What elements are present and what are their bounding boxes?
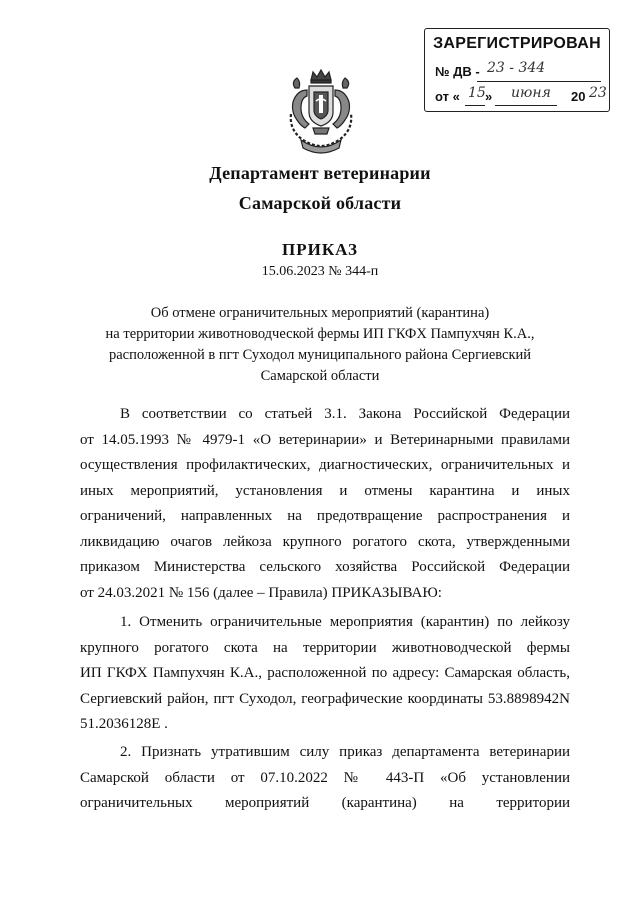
body-paragraph-1 bbox=[80, 402, 570, 606]
paragraph-line: Сергиевский район, пгт Суходол, географические координаты 53.8898942N bbox=[80, 690, 570, 707]
stamp-number-line bbox=[435, 60, 546, 79]
paragraph-line: В соответствии со статьей 3.1. Закона Российской Федерации bbox=[120, 406, 570, 422]
stamp-date-prefix: от « bbox=[435, 89, 460, 104]
stamp-date-year: 23 bbox=[589, 85, 607, 101]
paragraph-line: 1. Отменить ограничительные мероприятия (карантин) по лейкозу bbox=[120, 614, 570, 630]
document-type: ПРИКАЗ bbox=[282, 240, 358, 259]
stamp-date-year-prefix: 20 bbox=[571, 89, 586, 104]
document-date-number: 15.06.2023 № 344-п bbox=[261, 264, 379, 279]
stamp-number-underline bbox=[477, 81, 601, 82]
department-name-line1: Департамент ветеринарии bbox=[209, 163, 431, 183]
subject-line: расположенной в пгт Суходол муниципального района Сергиевский bbox=[108, 347, 532, 363]
subject-line: Об отмене ограничительных мероприятий (карантина) bbox=[150, 305, 490, 321]
paragraph-line: 2. Признать утратившим силу приказ департамента ветеринарии bbox=[120, 744, 570, 760]
paragraph-line: ограничений, направленных на предотвращение распространения и bbox=[80, 508, 570, 524]
stamp-date-day: 15 bbox=[468, 85, 486, 101]
subject-line: на территории животноводческой фермы ИП ГКФХ Пампухчян К.А., bbox=[105, 326, 535, 342]
coat-of-arms-icon bbox=[283, 68, 359, 154]
paragraph-line: крупного рогатого скота на территории животноводческой фермы bbox=[80, 639, 570, 656]
stamp-number-prefix: № ДВ - bbox=[435, 64, 480, 79]
paragraph-line: ликвидацию очагов лейкоза крупного рогатого скота, утвержденными bbox=[80, 533, 570, 550]
paragraph-line: 51.2036128Е . bbox=[80, 716, 168, 732]
paragraph-line: Самарской области от 07.10.2022 № 443-П «Об установлении bbox=[80, 769, 570, 786]
subject-line: Самарской области bbox=[260, 368, 380, 384]
stamp-day-underline bbox=[465, 105, 485, 106]
stamp-date-month: июня bbox=[511, 85, 551, 101]
stamp-month-underline bbox=[495, 105, 557, 106]
body-paragraph-2 bbox=[80, 610, 570, 738]
paragraph-line: от 24.03.2021 № 156 (далее – Правила) ПРИКАЗЫВАЮ: bbox=[80, 584, 442, 601]
stamp-number-value: 23 - 344 bbox=[487, 60, 546, 76]
department-name-line2: Самарской области bbox=[238, 193, 402, 213]
paragraph-line: осуществления профилактических, диагностических, ограничительных и bbox=[80, 457, 570, 473]
registration-stamp bbox=[424, 28, 610, 112]
paragraph-line: иных мероприятий, установления и отмены карантина и иных bbox=[80, 482, 570, 499]
body-paragraph-3 bbox=[80, 740, 570, 817]
paragraph-line: ограничительных мероприятий (карантина) на территории bbox=[80, 795, 570, 811]
subject-block bbox=[0, 303, 640, 387]
stamp-date-mid: » bbox=[485, 89, 493, 104]
stamp-date-line bbox=[435, 85, 607, 104]
stamp-title: ЗАРЕГИСТРИРОВАН bbox=[433, 35, 601, 52]
paragraph-line: ИП ГКФХ Пампухчян К.А., расположенной по адресу: Самарская область, bbox=[80, 665, 570, 681]
paragraph-line: приказом Министерства сельского хозяйства Российской Федерации bbox=[80, 559, 570, 575]
paragraph-line: от 14.05.1993 № 4979-1 «О ветеринарии» и Ветеринарными правилами bbox=[80, 431, 570, 448]
